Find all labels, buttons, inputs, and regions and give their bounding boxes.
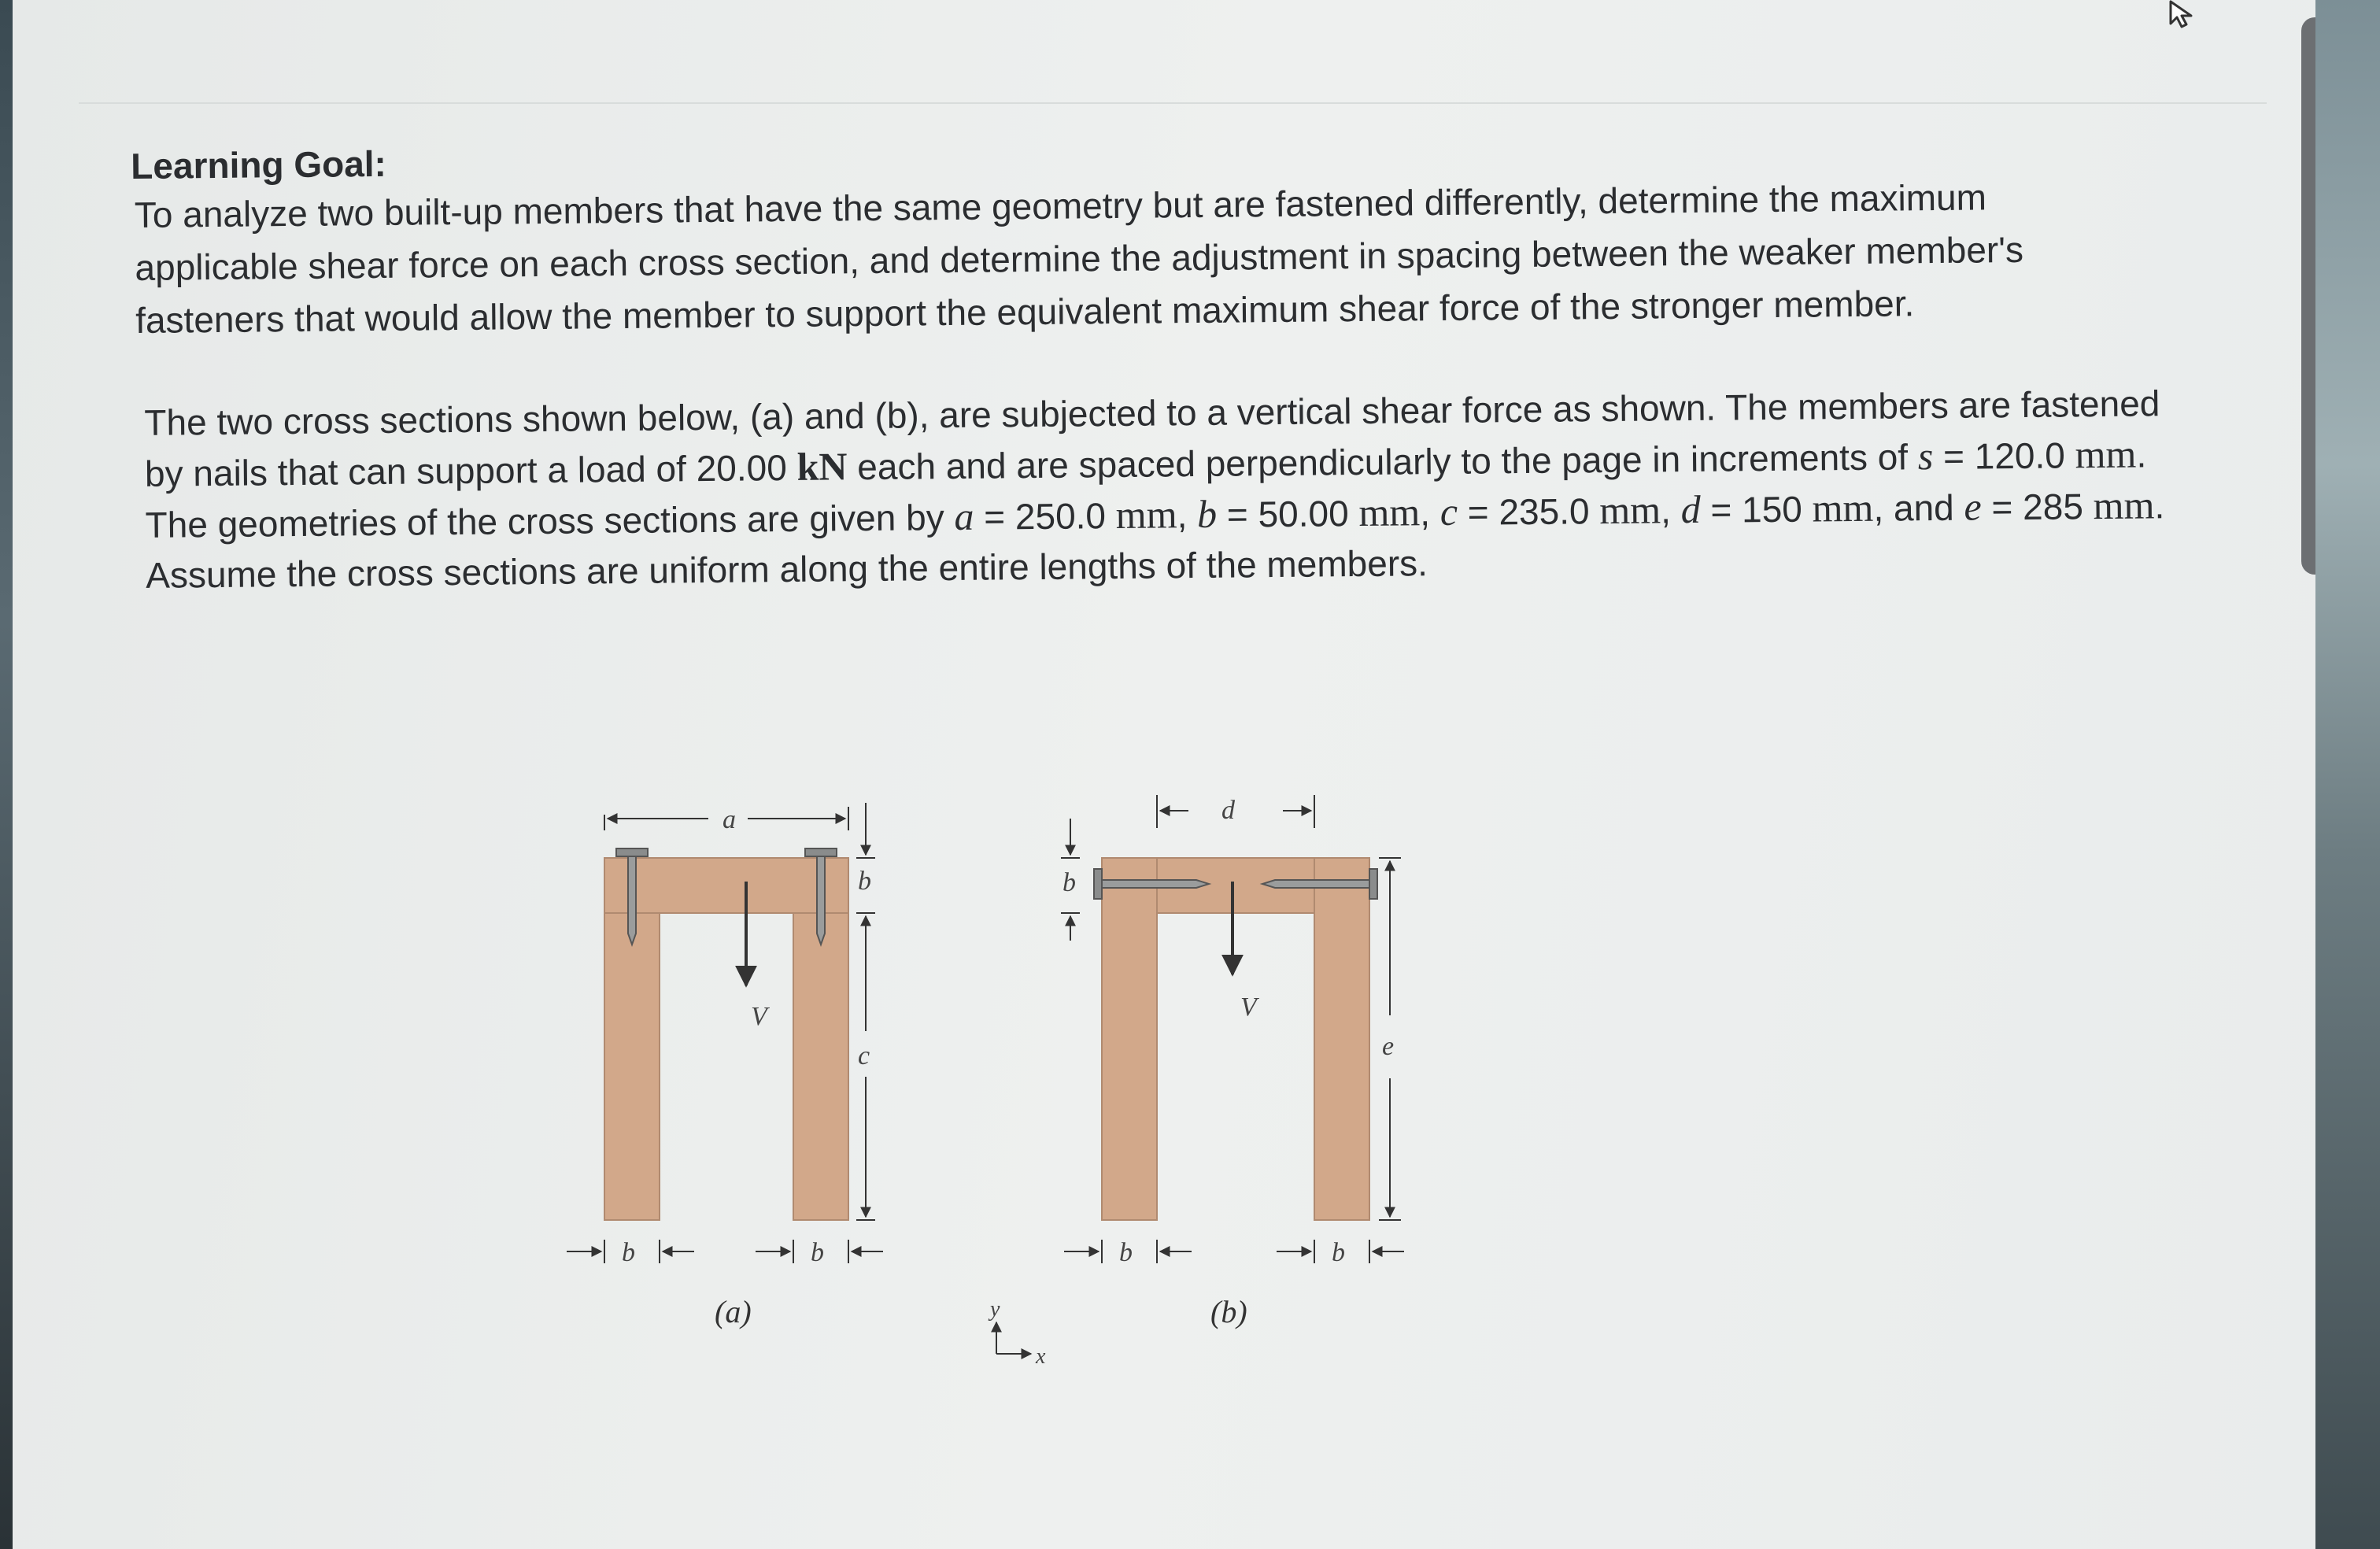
b-value: = 50.00 bbox=[1216, 493, 1359, 535]
var-s: s bbox=[1917, 434, 1934, 479]
cross-section-diagram bbox=[535, 779, 1606, 1448]
section-a bbox=[567, 803, 883, 1329]
dim-b-left-web-b: b bbox=[1119, 1238, 1133, 1267]
dim-b-flange-label-b: b bbox=[1062, 868, 1076, 897]
e-unit: mm bbox=[2093, 482, 2155, 528]
var-c: c bbox=[1439, 489, 1458, 534]
monitor-bezel-left bbox=[0, 0, 13, 1549]
d-unit: mm bbox=[1812, 485, 1874, 531]
problem-spacing-text: each and are spaced perpendicularly to the page in increments of bbox=[847, 436, 1919, 488]
c-value: = 235.0 bbox=[1457, 490, 1600, 533]
s-unit: mm bbox=[2075, 431, 2137, 477]
section-b bbox=[1061, 795, 1404, 1329]
var-d: d bbox=[1680, 486, 1701, 532]
problem-closing: . Assume the cross sections are uniform along the entire lengths of the members. bbox=[146, 485, 2165, 596]
learning-goal-heading: Learning Goal: bbox=[131, 142, 387, 187]
axis-y-label: y bbox=[990, 1297, 1000, 1322]
nail-load-unit: kN bbox=[796, 444, 848, 489]
section-divider bbox=[79, 102, 2267, 104]
learning-goal-text: To analyze two built-up members that have the same geometry but are fastened differently, determine the maximum applicable shear force on each cross section, and determine the adjustment in spacing between the weaker member's fasteners that would allow the member to support the equivalent maximum shear force of the stronger member. bbox=[134, 176, 2024, 341]
dim-b-flange-label: b bbox=[858, 867, 871, 896]
shear-v-label-a: V bbox=[751, 1002, 767, 1031]
section-a-flange bbox=[604, 858, 848, 913]
section-b-right-web bbox=[1314, 858, 1369, 1220]
cursor-icon bbox=[2166, 0, 2202, 30]
e-value: = 285 bbox=[1981, 486, 2094, 528]
section-b-caption: (b) bbox=[1210, 1294, 1247, 1329]
dim-e-label: e bbox=[1382, 1032, 1395, 1061]
cross-section-figure bbox=[535, 779, 1606, 1448]
nail-load-value: 20.00 bbox=[696, 447, 788, 490]
section-b-left-web bbox=[1102, 858, 1157, 1220]
var-a: a bbox=[954, 494, 974, 538]
problem-intro: The two cross sections shown below, (a) and (b), are subjected to a vertical shear force as shown. The members are fastened by nails that can support a load of bbox=[144, 383, 2160, 494]
section-a-caption: (a) bbox=[715, 1294, 752, 1329]
var-e: e bbox=[1964, 484, 1982, 529]
geometry-intro: . The geometries of the cross sections are given by bbox=[145, 434, 2147, 545]
section-a-left-web bbox=[604, 913, 660, 1220]
dim-a-label: a bbox=[722, 805, 736, 834]
d-value: = 150 bbox=[1700, 488, 1813, 531]
var-b: b bbox=[1196, 491, 1218, 537]
axis-x-label: x bbox=[1036, 1344, 1046, 1369]
and-text: , and bbox=[1873, 486, 1964, 529]
dim-b-right-web-a: b bbox=[811, 1238, 824, 1267]
monitor-bezel-right bbox=[2315, 0, 2380, 1549]
section-a-right-web bbox=[793, 913, 848, 1220]
s-value: = 120.0 bbox=[1933, 434, 2075, 478]
b-unit: mm bbox=[1358, 490, 1421, 535]
c-unit: mm bbox=[1599, 487, 1661, 533]
shear-v-label-b: V bbox=[1240, 993, 1257, 1022]
xy-axes bbox=[988, 1297, 1046, 1369]
dim-b-right-web-b: b bbox=[1332, 1238, 1345, 1267]
dim-d-label: d bbox=[1221, 796, 1235, 825]
a-value: = 250.0 bbox=[974, 495, 1117, 538]
a-unit: mm bbox=[1115, 492, 1177, 538]
problem-content bbox=[131, 124, 2181, 601]
dim-c-label: c bbox=[858, 1041, 870, 1070]
dim-b-left-web-a: b bbox=[622, 1238, 635, 1267]
problem-statement: The two cross sections shown below, (a) and (b), are subjected to a vertical shear force as shown. The members are fastened by nails that can support a load of 20.00 kN each and are spaced perpendicularly to the page in increments of s = 120.0 mm. The geometries of the cross sections are given by a = 250.0 mm, b = 50.00 mm, c = 235.0 mm, d = 150 mm, and e = 285 mm. Assume the cross sections are uniform along the entire lengths of the members. bbox=[144, 383, 2165, 596]
